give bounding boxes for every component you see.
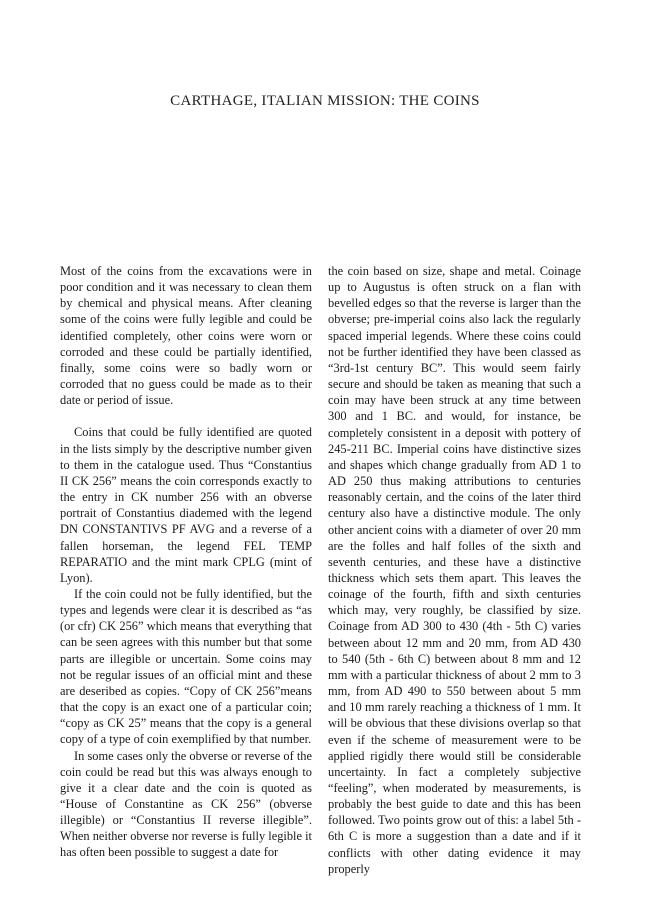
paragraph-partial-identification: If the coin could not be fully identified, but the types and legends were clear it is described as “as (or cfr) CK 256” which means that everything that can be seen agrees with this number but that some parts are illegible or uncertain. Some coins may not be regular issues of an official mint and these are deseribed as copies. “Copy of CK 256”means that the copy is an exact one of a particular coin; “copy as CK 25” means that the copy is a general copy of a type of coin exemplified by that number.	[60, 586, 312, 747]
paragraph-dating-by-size: the coin based on size, shape and metal. Coinage up to Augustus is often struck on a flan with bevelled edges so that the reverse is larger than the obverse; pre-imperial coins also lack the regularly spaced imperial legends. Where these coins could not be further identified they have been classed as “3rd-1st century BC”. This would seem fairly secure and should be taken as meaning that such a coin may have been struck at any time between 300 and 1 BC. and would, for instance, be completely consistent in a deposit with pottery of 245-211 BC. Imperial coins have distinctive sizes and shapes which change gradually from AD 1 to AD 250 thus making attributions to centuries reasonably certain, and the coins of the later third century also have a distinctive module. The only other ancient coins with a diameter of over 20 mm are the folles and half folles of the sixth and seventh centuries, and these have a distinctive thickness which sets them apart. This leaves the coinage of the fourth, fifth and sixth centuries which may, very roughly, be classified by size. Coinage from AD 300 to 430 (4th - 5th C) varies between about 12 mm and 20 mm, from AD 430 to 540 (5th - 6th C) between about 8 mm and 12 mm with a particular thickness of about 2 mm to 3 mm, from AD 490 to 550 between about 5 mm and 10 mm rarely reaching a thickness of 1 mm. It will be obvious that these divisions overlap so that even if the scheme of measurement were to be applied rigidly there would still be considerable uncertainty. In fact a completely subjective “feeling”, when moderated by measurements, is probably the best guide to date and this has been followed. Two points grow out of this: a label 5th - 6th C is more a suggestion than a date and if it conflicts with other dating evidence it may properly	[328, 264, 581, 876]
left-column	[60, 263, 312, 861]
paragraph-full-identification: Coins that could be fully identified are quoted in the lists simply by the descriptive number given to them in the catalogue used. Thus “Constantius II CK 256” means the coin corresponds exactly to the entry in CK number 256 with an obverse portrait of Constantius diademed with the legend DN CONSTANTIVS PF AVG and a reverse of a fallen horseman, the legend FEL TEMP REPARATIO and the mint mark CPLG (mint of Lyon).	[60, 425, 312, 585]
page-title: CARTHAGE, ITALIAN MISSION: THE COINS	[170, 93, 480, 109]
paragraph-obverse-reverse: In some cases only the obverse or reverse of the coin could be read but this was always enough to give it a clear date and the coin is quoted as “House of Constantine as CK 256” (obverse illegible) or “Constantius II reverse illegible”. When neither obverse nor reverse is fully legible it has often been possible to suggest a date for	[60, 748, 312, 860]
right-column	[328, 263, 581, 877]
paragraph-condition: Most of the coins from the excavations were in poor condition and it was necessary to clean them by chemical and physical means. After cleaning some of the coins were fully legible and could be identified completely, other coins were worn or corroded and these could be partially identified, finally, some coins were so badly worn or corroded that no guess could be made as to their date or period of issue.	[60, 264, 312, 408]
